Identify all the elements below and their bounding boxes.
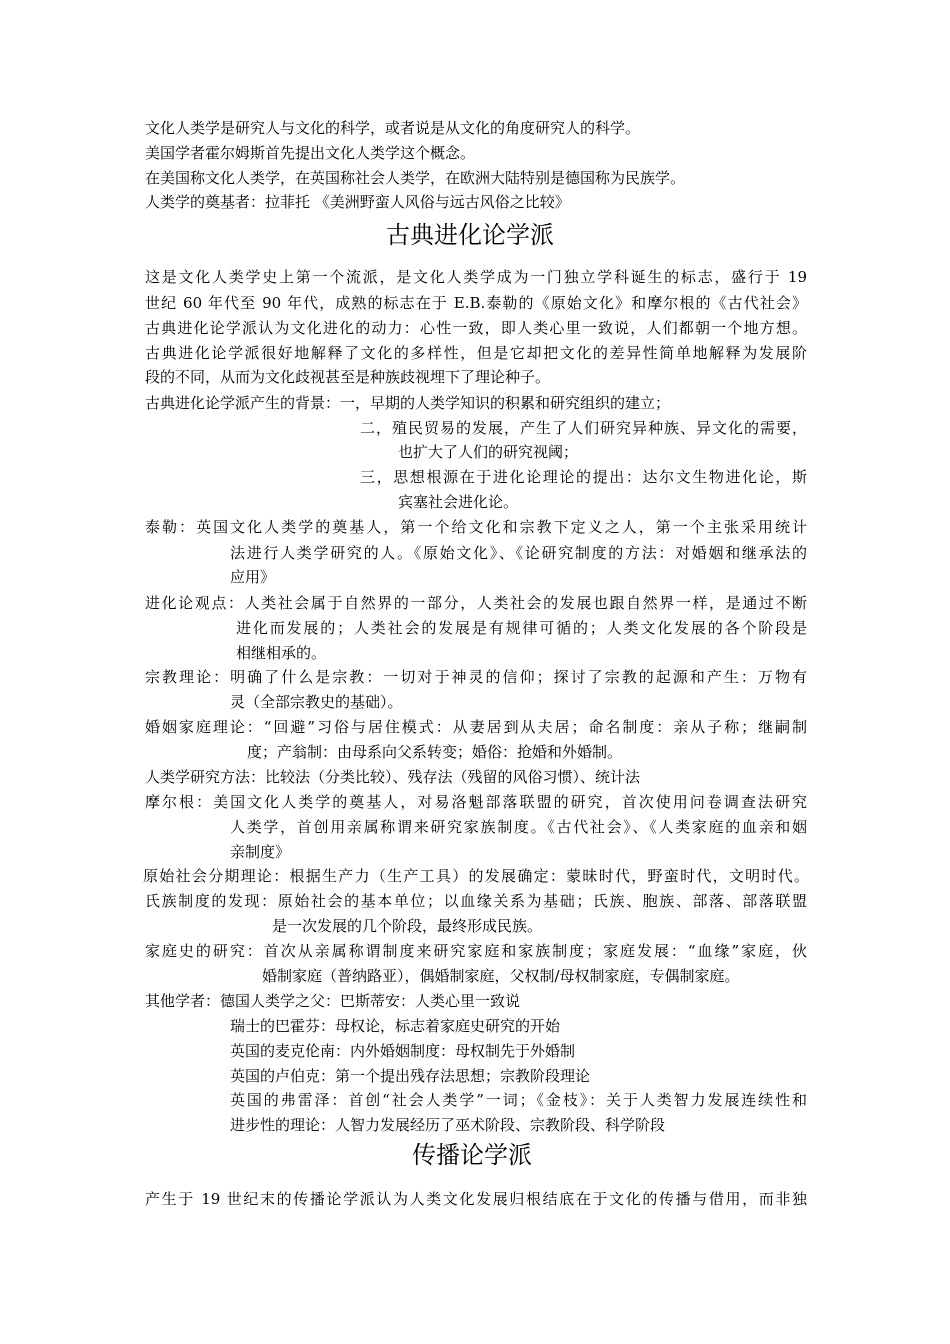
others-line: 瑞士的巴霍芬：母权论，标志着家庭史研究的开始 bbox=[230, 1017, 561, 1035]
evolution-line: 相继相承的。 bbox=[236, 644, 327, 662]
others-line: 英国的弗雷泽：首创“社会人类学”一词；《金枝》：关于人类智力发展连续性和 bbox=[230, 1091, 807, 1109]
background-line: 二，殖民贸易的发展，产生了人们研究异种族、异文化的需要， bbox=[360, 419, 807, 437]
morgan-line: 亲制度》 bbox=[230, 843, 291, 861]
background-line: 三，思想根源在于进化论理论的提出：达尔文生物进化论，斯 bbox=[360, 468, 807, 486]
evolution-line: 进化而发展的；人类社会的发展是有规律可循的；人类文化发展的各个阶段是 bbox=[236, 619, 807, 637]
others-line: 英国的麦克伦南：内外婚姻制度：母权制先于外婚制 bbox=[230, 1042, 576, 1060]
background-line: 宾塞社会进化论。 bbox=[398, 493, 519, 511]
paragraph-line: 世纪 60 年代至 90 年代，成熟的标志在于 E.B.泰勒的《原始文化》和摩尔根的《古代社会》 bbox=[145, 294, 807, 312]
intro-line: 美国学者霍尔姆斯首先提出文化人类学这个概念。 bbox=[145, 144, 476, 162]
evolution-line: 进化论观点：人类社会属于自然界的一部分，人类社会的发展也跟自然界一样，是通过不断 bbox=[145, 594, 807, 612]
others-line: 其他学者：德国人类学之父：巴斯蒂安：人类心里一致说 bbox=[145, 992, 521, 1010]
section-heading-classical-evolutionism: 古典进化论学派 bbox=[386, 221, 554, 249]
paragraph-line: 产生于 19 世纪末的传播论学派认为人类文化发展归根结底在于文化的传播与借用，而非独 bbox=[145, 1190, 807, 1208]
others-line: 进步性的理论：人智力发展经历了巫术阶段、宗教阶段、科学阶段 bbox=[230, 1116, 666, 1134]
background-line: 也扩大了人们的研究视阈； bbox=[398, 443, 579, 461]
tylor-line: 应用》 bbox=[230, 568, 276, 586]
tylor-line: 泰勒：英国文化人类学的奠基人，第一个给文化和宗教下定义之人，第一个主张采用统计 bbox=[145, 518, 807, 536]
section-heading-diffusionism: 传播论学派 bbox=[412, 1141, 532, 1169]
method-line: 人类学研究方法：比较法（分类比较）、残存法（残留的风俗习惯）、统计法 bbox=[145, 768, 641, 786]
intro-line: 人类学的奠基者：拉菲托 《美洲野蛮人风俗与远古风俗之比较》 bbox=[145, 193, 570, 211]
background-line: 古典进化论学派产生的背景：一，早期的人类学知识的积累和研究组织的建立； bbox=[145, 394, 671, 412]
paragraph-line: 段的不同，从而为文化歧视甚至是种族歧视埋下了理论种子。 bbox=[145, 368, 551, 386]
intro-line: 在美国称文化人类学，在英国称社会人类学，在欧洲大陆特别是德国称为民族学。 bbox=[145, 169, 686, 187]
clan-line: 是一次发展的几个阶段，最终形成民族。 bbox=[272, 917, 543, 935]
paragraph-line: 古典进化论学派很好地解释了文化的多样性，但是它却把文化的差异性简单地解释为发展阶 bbox=[145, 344, 807, 362]
marriage-line: 度；产翁制：由母系向父系转变；婚俗：抢婚和外婚制。 bbox=[247, 743, 623, 761]
morgan-line: 摩尔根：美国文化人类学的奠基人，对易洛魁部落联盟的研究，首次使用问卷调查法研究 bbox=[145, 793, 807, 811]
family-line: 家庭史的研究：首次从亲属称谓制度来研究家庭和家族制度；家庭发展：“血缘”家庭，伙 bbox=[145, 942, 807, 960]
religion-line: 宗教理论：明确了什么是宗教：一切对于神灵的信仰；探讨了宗教的起源和产生：万物有 bbox=[145, 668, 807, 686]
periods-line: 原始社会分期理论：根据生产力（生产工具）的发展确定：蒙昧时代，野蛮时代，文明时代。 bbox=[143, 867, 809, 885]
paragraph-line: 古典进化论学派认为文化进化的动力：心性一致，即人类心里一致说，人们都朝一个地方想。 bbox=[145, 319, 807, 337]
morgan-line: 人类学，首创用亲属称谓来研究家族制度。《古代社会》、《人类家庭的血亲和姻 bbox=[230, 818, 807, 836]
religion-line: 灵（全部宗教史的基础）。 bbox=[230, 693, 403, 711]
marriage-line: 婚姻家庭理论：“回避”习俗与居住模式：从妻居到从夫居；命名制度：亲从子称；继嗣制 bbox=[145, 718, 807, 736]
clan-line: 氏族制度的发现：原始社会的基本单位；以血缘关系为基础；氏族、胞族、部落、部落联盟 bbox=[145, 892, 807, 910]
paragraph-line: 这是文化人类学史上第一个流派，是文化人类学成为一门独立学科诞生的标志，盛行于 19 bbox=[145, 268, 807, 286]
others-line: 英国的卢伯克：第一个提出残存法思想；宗教阶段理论 bbox=[230, 1067, 591, 1085]
tylor-line: 法进行人类学研究的人。《原始文化》、《论研究制度的方法：对婚姻和继承法的 bbox=[230, 544, 807, 562]
family-line: 婚制家庭（普纳路亚），偶婚制家庭，父权制/母权制家庭，专偶制家庭。 bbox=[262, 967, 740, 985]
intro-line: 文化人类学是研究人与文化的科学，或者说是从文化的角度研究人的科学。 bbox=[145, 119, 641, 137]
